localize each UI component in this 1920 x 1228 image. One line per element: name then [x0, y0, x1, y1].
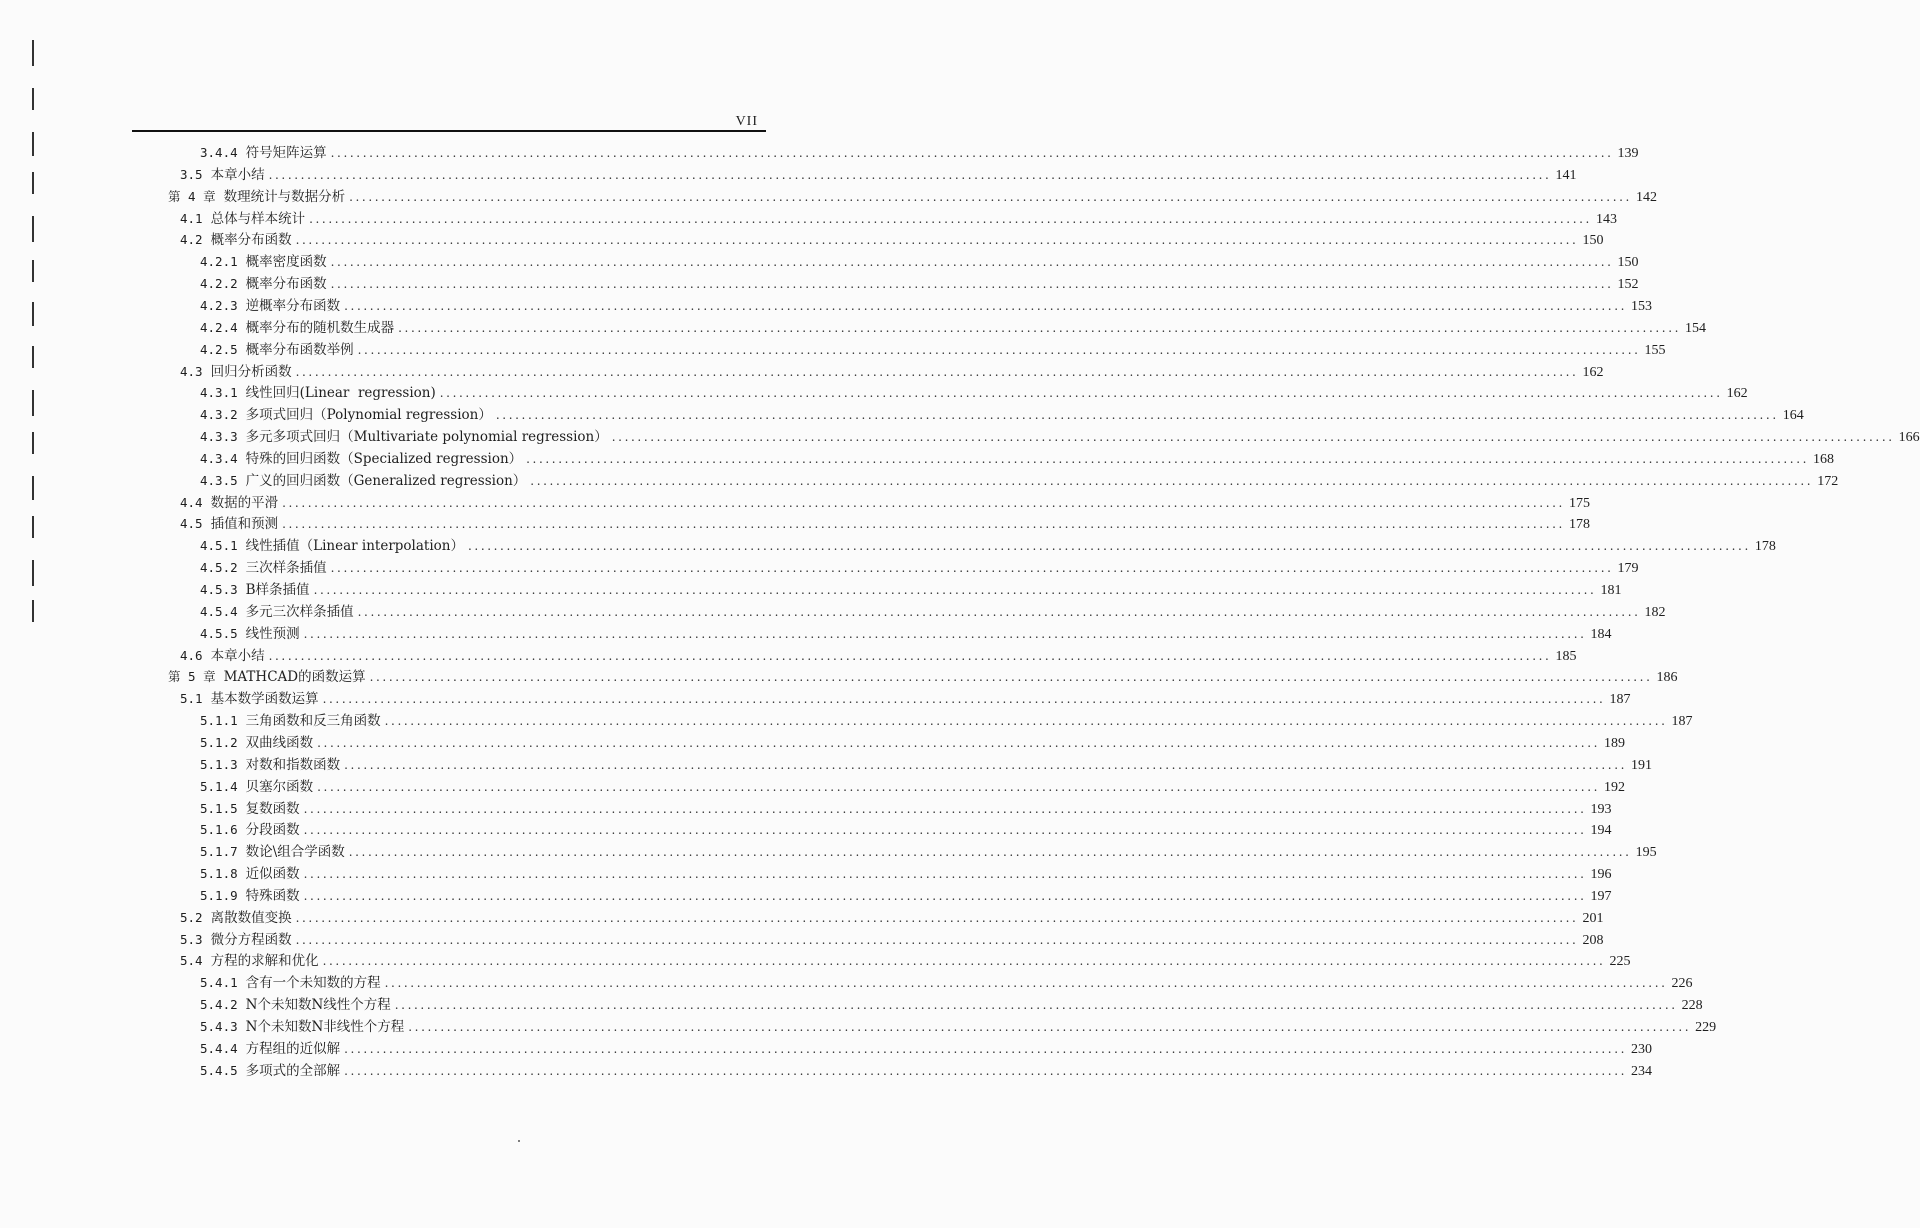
toc-entry-line [180, 492, 1590, 514]
toc-section-number: 第 5 章 [168, 669, 216, 684]
toc-entry[interactable] [0, 666, 1678, 688]
toc-entry-line [180, 164, 1577, 186]
toc-section-number: 5.4.1 [200, 975, 238, 990]
toc-dot-leader: ........................................................................................................................................................................................................ [330, 255, 1614, 269]
toc-entry[interactable] [0, 513, 1590, 535]
toc-section-number: 5.1.1 [200, 713, 238, 728]
toc-entry-line [200, 841, 1657, 863]
toc-entry[interactable] [0, 229, 1604, 251]
toc-page-number: 228 [1681, 998, 1703, 1013]
toc-section-title: 回归分析函数 [210, 364, 292, 380]
toc-dot-leader: ........................................................................................................................................................................................................ [384, 714, 1668, 728]
toc-entry-line [200, 885, 1612, 907]
toc-section-number: 4.5.2 [200, 560, 238, 575]
toc-dot-leader: ........................................................................................................................................................................................................ [295, 933, 1579, 947]
toc-section-title: MATHCAD的函数运算 [223, 669, 366, 685]
toc-entry[interactable] [0, 579, 1622, 601]
toc-dot-leader: ........................................................................................................................................................................................................ [394, 998, 1678, 1012]
toc-page-number: 139 [1617, 146, 1639, 161]
toc-entry-line [200, 470, 1839, 492]
toc-dot-leader: ........................................................................................................................................................................................................ [322, 954, 1606, 968]
toc-entry[interactable] [0, 339, 1666, 361]
toc-dot-leader: ........................................................................................................................................................................................................ [439, 386, 1723, 400]
toc-entry-line [200, 339, 1666, 361]
toc-entry-line [200, 1016, 1717, 1038]
toc-page-number: 182 [1644, 605, 1666, 620]
toc-page-number: 201 [1582, 911, 1604, 926]
toc-dot-leader: ........................................................................................................................................................................................................ [330, 277, 1614, 291]
toc-dot-leader: ........................................................................................................................................................................................................ [611, 430, 1895, 444]
toc-section-title: 逆概率分布函数 [245, 298, 341, 314]
toc-section-number: 5.4 [180, 953, 203, 968]
toc-section-number: 第 4 章 [168, 189, 216, 204]
toc-dot-leader: ........................................................................................................................................................................................................ [303, 889, 1587, 903]
toc-page-number: 143 [1595, 212, 1617, 227]
toc-entry-line [200, 579, 1622, 601]
toc-page-number: 175 [1568, 496, 1590, 511]
toc-section-number: 4.2.3 [200, 298, 238, 313]
toc-entry-line [180, 208, 1617, 230]
toc-section-number: 4.2 [180, 232, 203, 247]
toc-page-number: 178 [1754, 539, 1776, 554]
toc-entry-line [168, 666, 1678, 688]
toc-dot-leader: ........................................................................................................................................................................................................ [348, 845, 1632, 859]
toc-section-title: 总体与样本统计 [210, 211, 306, 227]
toc-entry[interactable] [0, 295, 1653, 317]
toc-section-title: B样条插值 [245, 582, 310, 598]
toc-page-number: 208 [1582, 933, 1604, 948]
toc-section-title: 三角函数和反三角函数 [245, 713, 381, 729]
toc-section-number: 4.5.5 [200, 626, 238, 641]
toc-page-number: 226 [1671, 976, 1693, 991]
toc-page-number: 162 [1726, 386, 1748, 401]
toc-dot-leader: ........................................................................................................................................................................................................ [330, 561, 1614, 575]
toc-entry[interactable] [0, 361, 1604, 383]
toc-section-number: 4.6 [180, 648, 203, 663]
toc-page-number: 154 [1685, 321, 1707, 336]
toc-entry[interactable] [0, 208, 1617, 230]
toc-section-title: 基本数学函数运算 [210, 691, 319, 707]
toc-section-title: 多项式回归（Polynomial regression） [245, 407, 492, 423]
toc-dot-leader: ........................................................................................................................................................................................................ [369, 670, 1653, 684]
toc-section-title: N个未知数N非线性个方程 [245, 1019, 405, 1035]
toc-dot-leader: ........................................................................................................................................................................................................ [268, 168, 1552, 182]
toc-page-number: 142 [1635, 190, 1657, 205]
toc-section-number: 3.4.4 [200, 145, 238, 160]
toc-section-number: 5.3 [180, 932, 203, 947]
toc-page-number: 196 [1590, 867, 1612, 882]
toc-entry[interactable] [0, 1060, 1653, 1082]
toc-entry-line [200, 798, 1612, 820]
toc-entry[interactable] [0, 404, 1804, 426]
toc-entry-line [200, 601, 1666, 623]
toc-entry[interactable] [0, 732, 1626, 754]
toc-entry[interactable] [0, 688, 1631, 710]
toc-dot-leader: ........................................................................................................................................................................................................ [530, 474, 1814, 488]
toc-entry-line [180, 361, 1604, 383]
toc-page-number: 187 [1671, 714, 1693, 729]
toc-section-number: 5.1 [180, 691, 203, 706]
toc-section-title: 概率密度函数 [245, 254, 327, 270]
toc-section-number: 4.5.1 [200, 538, 238, 553]
toc-section-number: 4.5 [180, 516, 203, 531]
toc-entry[interactable] [0, 164, 1577, 186]
toc-section-title: N个未知数N线性个方程 [245, 997, 391, 1013]
toc-section-number: 5.1.7 [200, 844, 238, 859]
toc-entry[interactable] [0, 601, 1666, 623]
toc-entry[interactable] [0, 798, 1612, 820]
toc-page-number: 155 [1644, 343, 1666, 358]
toc-entry[interactable] [0, 142, 1639, 164]
toc-dot-leader: ........................................................................................................................................................................................................ [313, 583, 1597, 597]
toc-entry-line [180, 929, 1604, 951]
toc-entry[interactable] [0, 645, 1577, 667]
toc-section-number: 4.2.4 [200, 320, 238, 335]
toc-section-title: 特殊函数 [245, 888, 300, 904]
toc-section-number: 3.5 [180, 167, 203, 182]
toc-entry[interactable] [0, 907, 1604, 929]
toc-dot-leader: ........................................................................................................................................................................................................ [495, 408, 1779, 422]
toc-section-title: 离散数值变换 [210, 910, 292, 926]
margin-mark [32, 88, 34, 110]
toc-section-number: 5.4.2 [200, 997, 238, 1012]
toc-entry[interactable] [0, 1016, 1717, 1038]
toc-page-number: 194 [1590, 823, 1612, 838]
toc-entry-line [200, 623, 1612, 645]
toc-entry[interactable] [0, 273, 1639, 295]
toc-page-number: 193 [1590, 802, 1612, 817]
toc-section-title: 本章小结 [210, 167, 265, 183]
toc-section-number: 4.2.5 [200, 342, 238, 357]
toc-section-title: 多元三次样条插值 [245, 604, 354, 620]
toc-page-number: 162 [1582, 365, 1604, 380]
toc-entry[interactable] [0, 557, 1639, 579]
toc-section-number: 4.3.2 [200, 407, 238, 422]
toc-page-number: 164 [1782, 408, 1804, 423]
toc-section-number: 5.1.4 [200, 779, 238, 794]
toc-entry-line [180, 229, 1604, 251]
toc-section-title: 对数和指数函数 [245, 757, 341, 773]
toc-entry-line [180, 688, 1631, 710]
toc-page-number: 153 [1631, 299, 1653, 314]
toc-section-number: 5.2 [180, 910, 203, 925]
page-number: VII [735, 114, 758, 129]
toc-section-title: 数据的平滑 [210, 495, 279, 511]
toc-section-number: 4.1 [180, 211, 203, 226]
toc-page-number: 189 [1604, 736, 1626, 751]
toc-page-number: 150 [1582, 233, 1604, 248]
toc-dot-leader: ........................................................................................................................................................................................................ [268, 649, 1552, 663]
toc-page-number: 225 [1609, 954, 1631, 969]
toc-section-number: 5.4.3 [200, 1019, 238, 1034]
toc-entry[interactable] [0, 863, 1612, 885]
toc-page-number: 185 [1555, 649, 1577, 664]
toc-dot-leader: ........................................................................................................................................................................................................ [330, 146, 1614, 160]
toc-entry[interactable] [0, 623, 1612, 645]
toc-entry-line [200, 426, 1920, 448]
toc-entry-line [180, 907, 1604, 929]
toc-entry[interactable] [0, 841, 1657, 863]
toc-section-title: 概率分布函数 [245, 276, 327, 292]
toc-section-number: 4.3.5 [200, 473, 238, 488]
toc-section-title: 双曲线函数 [245, 735, 314, 751]
toc-entry[interactable] [0, 448, 1835, 470]
toc-section-number: 5.1.2 [200, 735, 238, 750]
toc-entry[interactable] [0, 1038, 1653, 1060]
toc-section-title: 线性回归(Linear regression) [245, 385, 436, 401]
toc-dot-leader: ........................................................................................................................................................................................................ [295, 365, 1579, 379]
toc-section-number: 5.1.8 [200, 866, 238, 881]
toc-section-number: 4.4 [180, 495, 203, 510]
toc-entry[interactable] [0, 776, 1626, 798]
toc-entry-line [200, 776, 1626, 798]
toc-page-number: 172 [1817, 474, 1839, 489]
toc-dot-leader: ........................................................................................................................................................................................................ [344, 1042, 1628, 1056]
toc-section-title: 分段函数 [245, 822, 300, 838]
toc-dot-leader: ........................................................................................................................................................................................................ [303, 823, 1587, 837]
toc-dot-leader: ........................................................................................................................................................................................................ [398, 321, 1682, 335]
toc-section-number: 4.3.3 [200, 429, 238, 444]
toc-entry-line [200, 535, 1776, 557]
toc-section-title: 微分方程函数 [210, 932, 292, 948]
toc-page-number: 195 [1635, 845, 1657, 860]
toc-section-title: 线性预测 [245, 626, 300, 642]
header-rule [132, 130, 766, 132]
toc-entry-line [200, 819, 1612, 841]
toc-dot-leader: ........................................................................................................................................................................................................ [344, 758, 1628, 772]
toc-dot-leader: ........................................................................................................................................................................................................ [384, 976, 1668, 990]
toc-entry-line [180, 645, 1577, 667]
toc-entry-line [200, 732, 1626, 754]
toc-dot-leader: ........................................................................................................................................................................................................ [317, 780, 1601, 794]
toc-dot-leader: ........................................................................................................................................................................................................ [317, 736, 1601, 750]
toc-entry-line [200, 863, 1612, 885]
toc-dot-leader: ........................................................................................................................................................................................................ [357, 343, 1641, 357]
toc-entry-line [200, 382, 1748, 404]
toc-entry[interactable] [0, 929, 1604, 951]
toc-dot-leader: ........................................................................................................................................................................................................ [357, 605, 1641, 619]
toc-section-number: 4.5.3 [200, 582, 238, 597]
toc-section-number: 5.4.5 [200, 1063, 238, 1078]
margin-mark [32, 40, 34, 66]
toc-page-number: 230 [1631, 1042, 1653, 1057]
toc-page-number: 150 [1617, 255, 1639, 270]
toc-dot-leader: ........................................................................................................................................................................................................ [526, 452, 1810, 466]
toc-entry-line [200, 1038, 1653, 1060]
toc-dot-leader: ........................................................................................................................................................................................................ [408, 1020, 1692, 1034]
toc-section-title: 贝塞尔函数 [245, 779, 314, 795]
toc-entry[interactable] [0, 885, 1612, 907]
toc-entry[interactable] [0, 535, 1776, 557]
toc-section-title: 广义的回归函数（Generalized regression） [245, 473, 527, 489]
toc-section-number: 4.3 [180, 364, 203, 379]
toc-section-title: 含有一个未知数的方程 [245, 975, 381, 991]
toc-section-title: 多项式的全部解 [245, 1063, 341, 1079]
toc-section-title: 概率分布函数举例 [245, 342, 354, 358]
toc-entry-line [180, 513, 1590, 535]
toc-section-number: 5.4.4 [200, 1041, 238, 1056]
toc-page-number: 181 [1600, 583, 1622, 598]
toc-entry[interactable] [0, 972, 1693, 994]
toc-entry-line [200, 710, 1693, 732]
toc-entry-line [200, 404, 1804, 426]
toc-dot-leader: ........................................................................................................................................................................................................ [322, 692, 1606, 706]
toc-entry-line [200, 142, 1639, 164]
toc-dot-leader: ........................................................................................................................................................................................................ [349, 190, 1632, 204]
toc-page-number: 187 [1609, 692, 1631, 707]
toc-entry-line [200, 317, 1707, 339]
toc-entry[interactable] [0, 819, 1612, 841]
toc-entry[interactable] [0, 426, 1920, 448]
toc-section-number: 5.1.5 [200, 801, 238, 816]
toc-entry-line [200, 972, 1693, 994]
toc-section-number: 4.5.4 [200, 604, 238, 619]
toc-dot-leader: ........................................................................................................................................................................................................ [303, 627, 1587, 641]
toc-entry-line [200, 273, 1639, 295]
toc-section-title: 近似函数 [245, 866, 300, 882]
toc-section-title: 符号矩阵运算 [245, 145, 327, 161]
toc-section-title: 概率分布的随机数生成器 [245, 320, 395, 336]
toc-section-title: 三次样条插值 [245, 560, 327, 576]
toc-entry-line [200, 1060, 1653, 1082]
toc-page-number: 179 [1617, 561, 1639, 576]
toc-section-title: 特殊的回归函数（Specialized regression） [245, 451, 523, 467]
toc-entry[interactable] [0, 994, 1703, 1016]
toc-entry-line [200, 295, 1653, 317]
toc-section-number: 5.1.6 [200, 822, 238, 837]
toc-page-number: 152 [1617, 277, 1639, 292]
toc-entry[interactable] [0, 470, 1839, 492]
toc-page-number: 141 [1555, 168, 1577, 183]
toc-page-number: 234 [1631, 1064, 1653, 1079]
toc-page-number: 186 [1656, 670, 1678, 685]
toc-section-title: 插值和预测 [210, 516, 279, 532]
toc-page-number: 166 [1898, 430, 1920, 445]
toc-entry-line [200, 557, 1639, 579]
toc-dot-leader: ........................................................................................................................................................................................................ [295, 233, 1579, 247]
toc-entry-line [168, 186, 1657, 208]
toc-section-title: 数理统计与数据分析 [223, 189, 346, 205]
toc-entry[interactable] [0, 950, 1631, 972]
toc-entry[interactable] [0, 492, 1590, 514]
toc-section-title: 线性插值（Linear interpolation） [245, 538, 464, 554]
toc-section-number: 4.3.4 [200, 451, 238, 466]
toc-section-title: 复数函数 [245, 801, 300, 817]
toc-dot-leader: ........................................................................................................................................................................................................ [295, 911, 1579, 925]
toc-page-number: 229 [1695, 1020, 1717, 1035]
toc-entry-line [200, 994, 1703, 1016]
toc-dot-leader: ........................................................................................................................................................................................................ [344, 1064, 1628, 1078]
toc-dot-leader: ........................................................................................................................................................................................................ [282, 517, 1565, 531]
toc-dot-leader: ........................................................................................................................................................................................................ [303, 802, 1587, 816]
toc-entry[interactable] [0, 317, 1707, 339]
toc-entry[interactable] [0, 754, 1653, 776]
toc-dot-leader: ........................................................................................................................................................................................................ [309, 212, 1592, 226]
toc-entry[interactable] [0, 251, 1639, 273]
toc-page-number: 192 [1604, 780, 1626, 795]
toc-page-number: 184 [1590, 627, 1612, 642]
toc-section-title: 方程组的近似解 [245, 1041, 341, 1057]
toc-section-title: 数论\组合学函数 [245, 844, 345, 860]
scan-speck [518, 1140, 520, 1142]
toc-section-number: 4.2.1 [200, 254, 238, 269]
toc-section-title: 多元多项式回归（Multivariate polynomial regression） [245, 429, 608, 445]
toc-page-number: 168 [1813, 452, 1835, 467]
toc-entry[interactable] [0, 710, 1693, 732]
toc-dot-leader: ........................................................................................................................................................................................................ [467, 539, 1751, 553]
toc-entry[interactable] [0, 186, 1657, 208]
toc-section-number: 4.2.2 [200, 276, 238, 291]
toc-section-title: 本章小结 [210, 648, 265, 664]
toc-section-title: 方程的求解和优化 [210, 953, 319, 969]
toc-entry-line [200, 754, 1653, 776]
toc-entry-line [200, 448, 1835, 470]
toc-dot-leader: ........................................................................................................................................................................................................ [303, 867, 1587, 881]
toc-dot-leader: ........................................................................................................................................................................................................ [282, 496, 1565, 510]
toc-page-number: 191 [1631, 758, 1653, 773]
toc-section-number: 5.1.9 [200, 888, 238, 903]
toc-page-number: 197 [1590, 889, 1612, 904]
toc-section-number: 5.1.3 [200, 757, 238, 772]
toc-entry-line [200, 251, 1639, 273]
toc-section-number: 4.3.1 [200, 385, 238, 400]
toc-dot-leader: ........................................................................................................................................................................................................ [344, 299, 1628, 313]
toc-page-number: 178 [1568, 517, 1590, 532]
toc-section-title: 概率分布函数 [210, 232, 292, 248]
toc-entry[interactable] [0, 382, 1748, 404]
toc-entry-line [180, 950, 1631, 972]
